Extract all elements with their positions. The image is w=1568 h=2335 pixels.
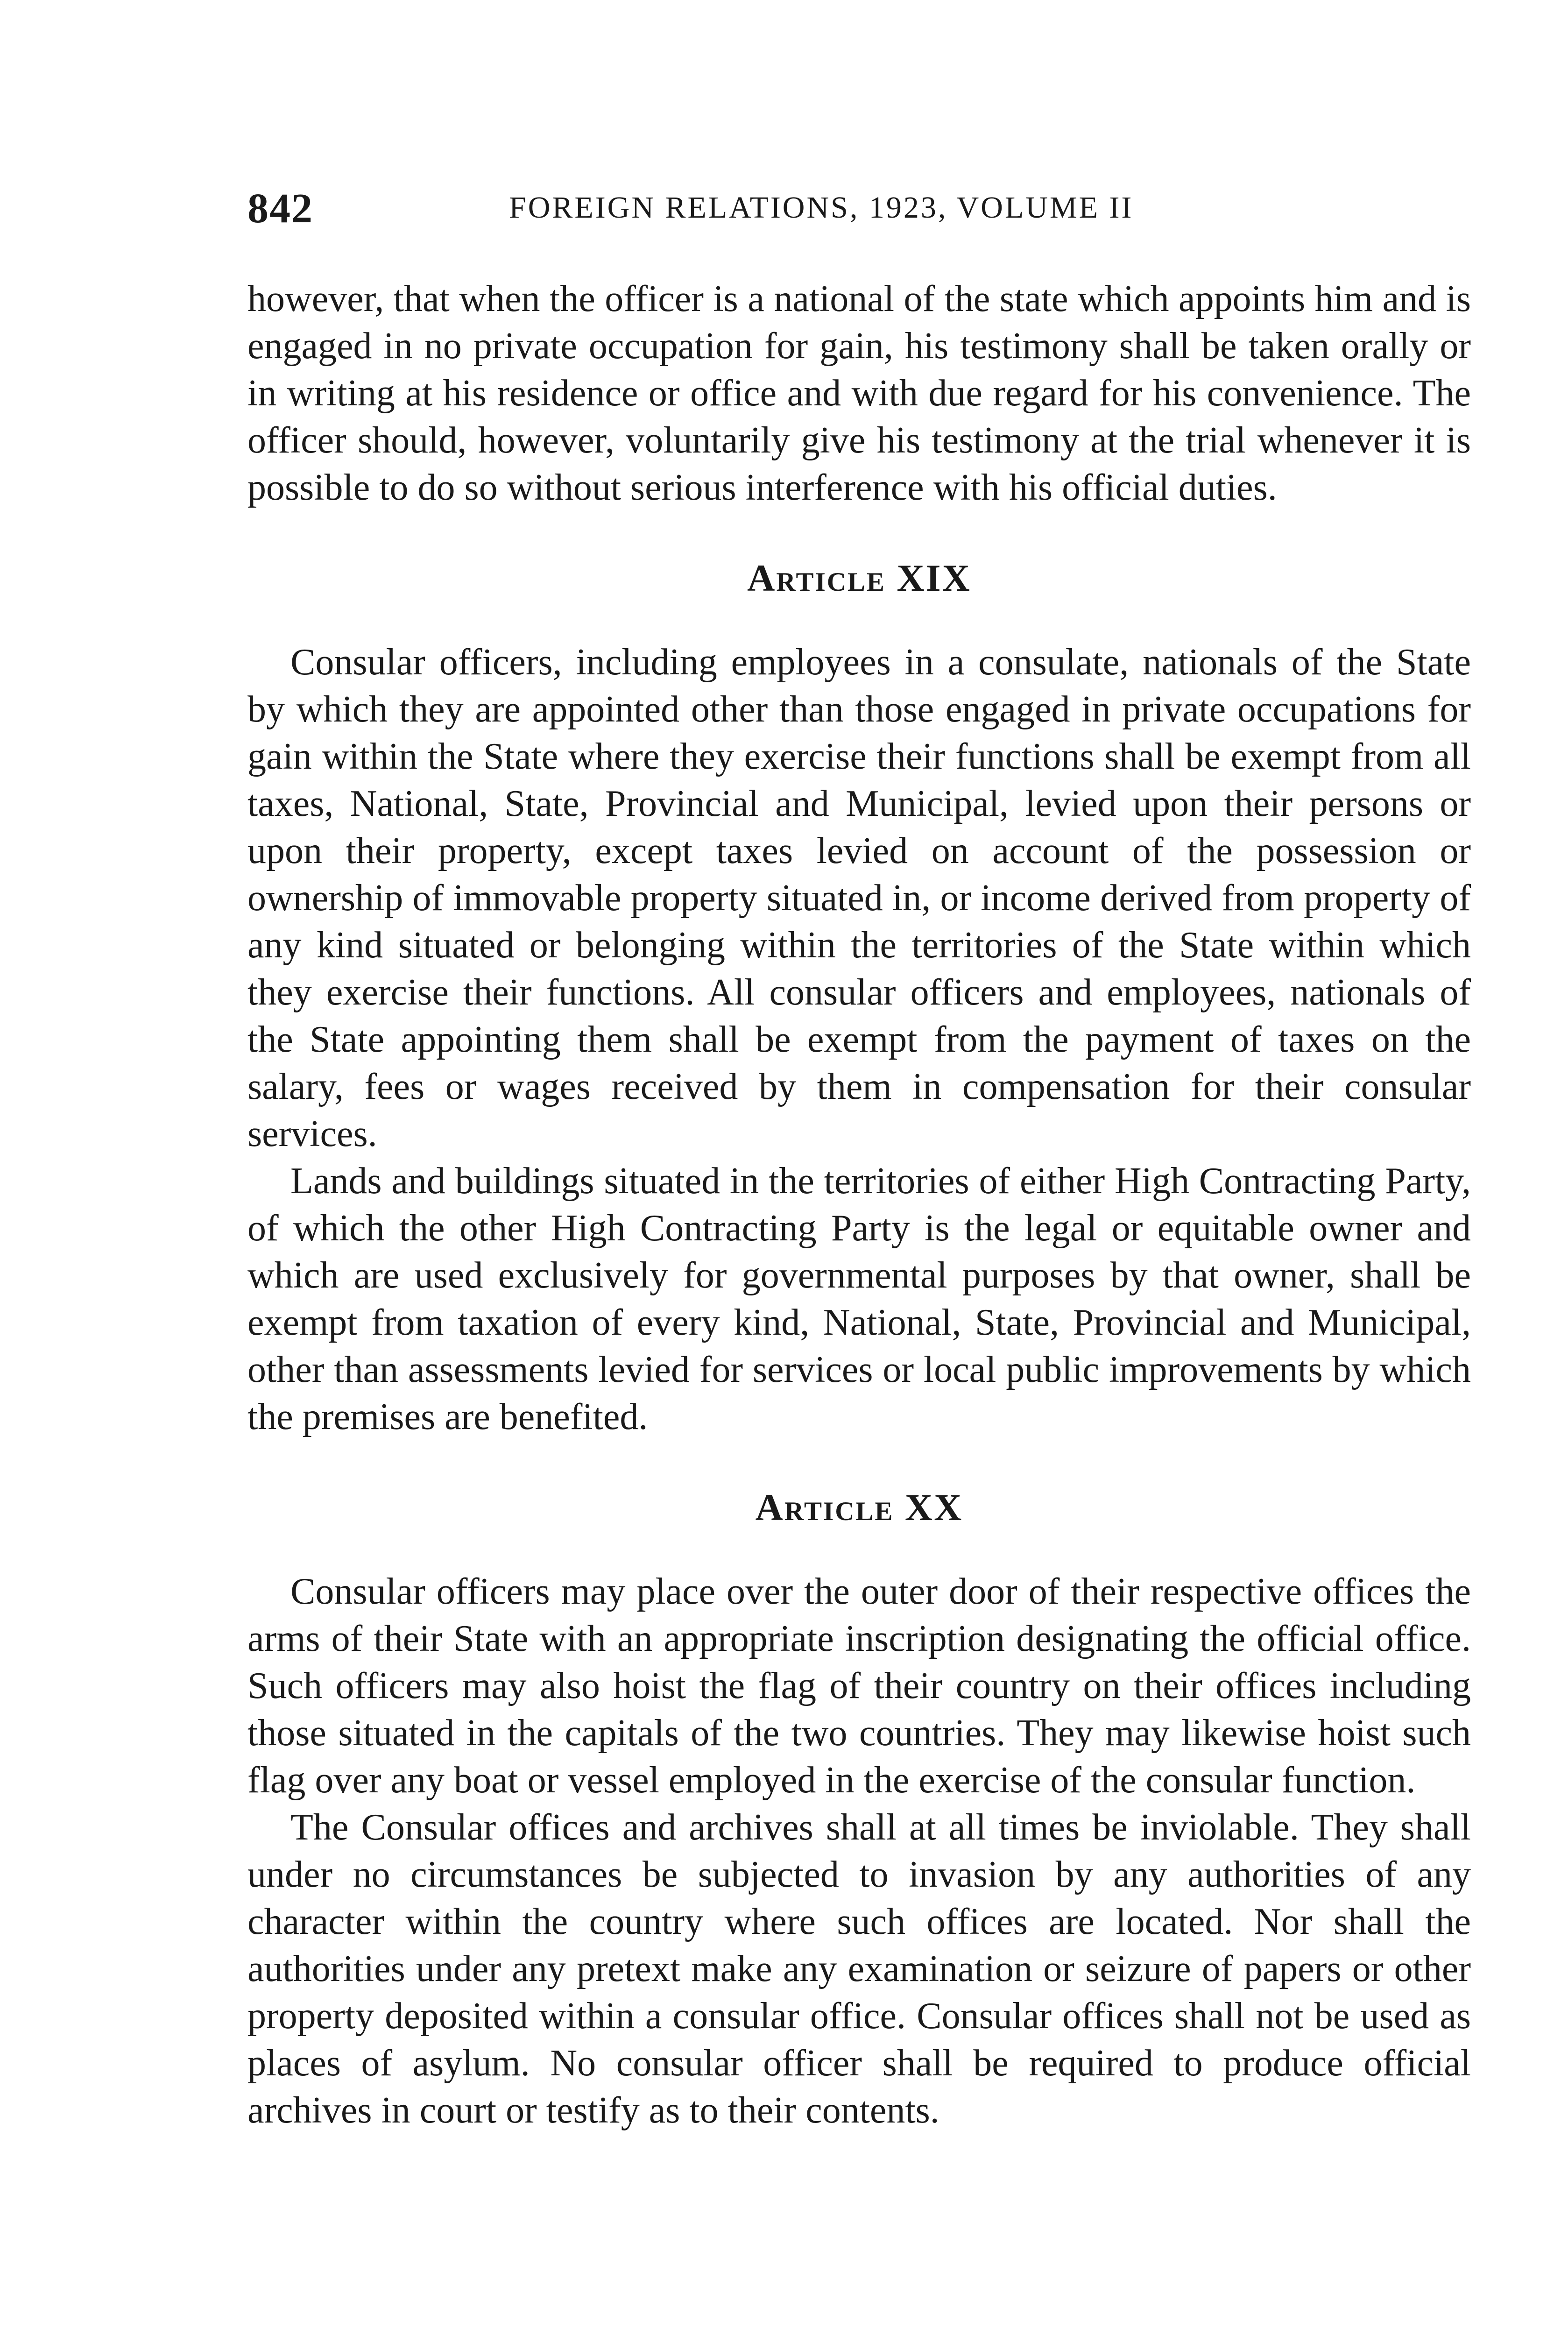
- body-text: [247, 276, 1471, 2134]
- page-header: [247, 184, 1471, 236]
- article-19-paragraph-2: Lands and buildings situated in the territories of either High Contracting Party, of which the other High Contracting Party is the legal or equitable owner and which are used exclusively for governmental purposes by that owner, shall be exempt from taxation of every kind, National, State, Provincial and Municipal, other than assessments levied for services or local public improvements by which the premises are benefited.: [247, 1160, 1471, 1437]
- article-20-paragraph-2: The Consular offices and archives shall at all times be inviolable. They shall under no circumstances be subjected to invasion by any authorities of any character within the country where such offices are located. Nor shall the authorities under any pretext make any examination or seizure of papers or other property deposited within a consular office. Consular offices shall not be used as places of asylum. No consular officer shall be required to produce official archives in court or testify as to their contents.: [247, 1807, 1471, 2131]
- article-19-paragraph-1: Consular officers, including employees in a consulate, nationals of the State by which they are appointed other than those engaged in private occupations for gain within the State where they exercise their functions shall be exempt from all taxes, National, State, Provincial and Municipal, levied upon their persons or upon their property, except taxes levied on account of the possession or ownership of immovable property situated in, or income derived from property of any kind situated or belonging within the territories of the State within which they exercise their functions. All consular officers and employees, nationals of the State appointing them shall be exempt from the payment of taxes on the salary, fees or wages received by them in compensation for their consular services.: [247, 642, 1471, 1154]
- article-20-heading: Article XX: [755, 1486, 963, 1528]
- continuation-paragraph: however, that when the officer is a national of the state which appoints him and is engaged in no private occupation for gain, his testimony shall be taken orally or in writing at his residence or office and with due regard for his convenience. The officer should, however, voluntarily give his testimony at the trial whenever it is possible to do so without serious interference with his official duties.: [247, 278, 1471, 508]
- page-number: 842: [247, 185, 313, 232]
- article-20-paragraph-1: Consular officers may place over the outer door of their respective offices the arms of their State with an appropriate inscription designating the official office. Such officers may also hoist the flag of their country on their offices including those situated in the capitals of the two countries. They may likewise hoist such flag over any boat or vessel employed in the exercise of the consular function.: [247, 1571, 1471, 1801]
- article-19-heading: Article XIX: [747, 557, 971, 599]
- running-head: FOREIGN RELATIONS, 1923, VOLUME II: [509, 191, 1134, 225]
